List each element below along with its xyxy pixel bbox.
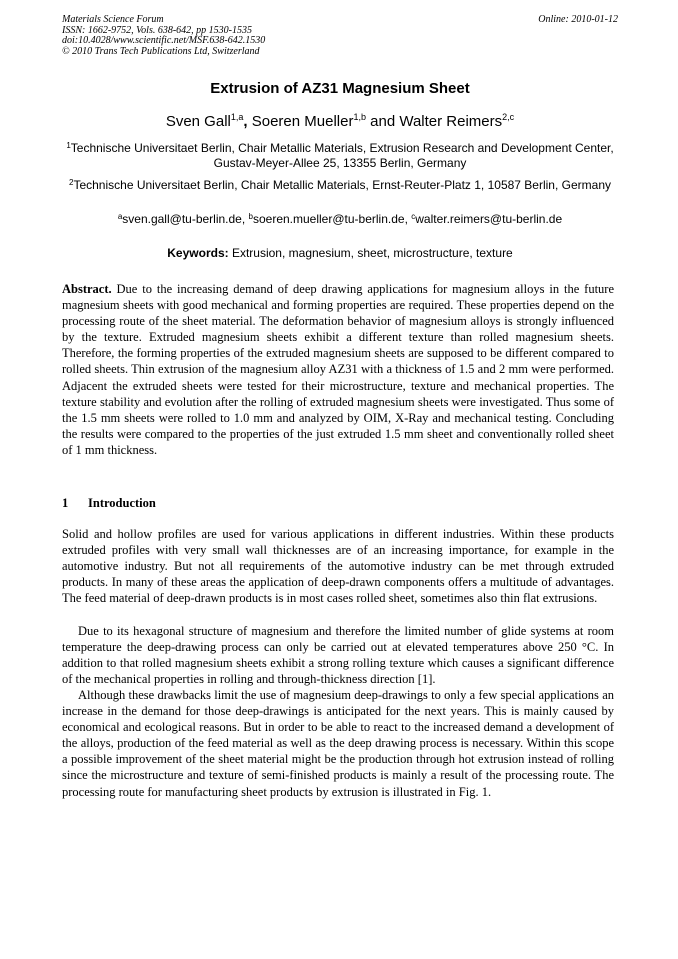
- section-number: 1: [62, 496, 69, 510]
- author-name: Sven Gall: [165, 113, 231, 130]
- email-superscript: c: [411, 212, 416, 221]
- email-address: soeren.mueller@tu-berlin.de,: [252, 212, 412, 226]
- email-address: sven.gall@tu-berlin.de,: [122, 212, 249, 226]
- author-superscript: 1,b: [353, 112, 366, 122]
- author-separator: ,: [243, 113, 252, 130]
- author-separator: and: [365, 113, 400, 130]
- section-title: Introduction: [88, 496, 156, 510]
- affiliation-1: [62, 138, 618, 171]
- online-date: Online: 2010-01-12: [538, 14, 618, 25]
- affiliation-superscript: 1: [66, 141, 71, 150]
- intro-paragraph-3: Although these drawbacks limit the use of magnesium deep-drawings to only a few special applications an increase in the demand for those deep-drawings is anticipated for the next years. This is mainly caused by economical and ecological reasons. But in order to be able to react to the increased demand a development of the alloys, production of the feed material as well as the deep drawing process is necessary. Within this scope a possible improvement of the sheet material might be the production through hot extrusion instead of rolling since the microstructure and texture of semi-finished products is mainly a result of the processing route. The processing route for manufacturing sheet products by extrusion is illustrated in Fig. 1.: [62, 688, 614, 799]
- author-list: [62, 112, 618, 130]
- author-superscript: 1,a: [230, 112, 244, 122]
- author-superscript: 2,c: [502, 112, 515, 122]
- affiliation-text: Technische Universitaet Berlin, Chair Metallic Materials, Ernst-Reuter-Platz 1, 10587 Berlin, Germany: [73, 178, 611, 192]
- journal-name: Materials Science Forum: [62, 14, 164, 25]
- affiliation-2: [62, 175, 618, 193]
- abstract: [62, 281, 614, 458]
- section-heading-introduction: [62, 496, 156, 511]
- email-address: walter.reimers@tu-berlin.de: [415, 212, 563, 226]
- keywords-text: Extrusion, magnesium, sheet, microstructure, texture: [228, 246, 513, 260]
- journal-header: [62, 15, 618, 57]
- affiliation-superscript: 2: [69, 178, 74, 187]
- intro-paragraph-1: Solid and hollow profiles are used for various applications in different industries. Within these products extruded profiles with very small wall thicknesses are of an increasing importance, for example in the automotive industry. But not all requirements of the automotive industry can be met through extruded products. In many of these areas the application of deep-drawn components offers a multitude of advantages. The feed material of deep-drawn products is in most cases rolled sheet, sometimes also thin flat extrusions.: [62, 527, 614, 606]
- doi-line: doi:10.4028/www.scientific.net/MSF.638-642.1530: [62, 35, 266, 46]
- copyright-line: © 2010 Trans Tech Publications Ltd, Switzerland: [62, 45, 260, 57]
- keywords-label: Keywords:: [167, 246, 229, 260]
- keywords: [62, 246, 618, 260]
- email-superscript: a: [117, 212, 123, 221]
- abstract-text: Due to the increasing demand of deep drawing applications for magnesium alloys in the future magnesium sheets with good mechanical and forming properties are required. These properties depend on the processing route of the sheet material. The deformation behavior of magnesium alloys is strongly influenced by the texture. Extruded magnesium sheets exhibit a different texture than rolled magnesium sheets. Therefore, the forming properties of the extruded magnesium sheets are supposed to be different compared to rolled sheets. Thin extrusion of the magnesium alloy AZ31 with a thickness of 1.5 and 2 mm were performed. Adjacent the extruded sheets were tested for their microstructure, texture and mechanical properties. The texture stability and evolution after the rolling of extruded magnesium sheets were investigated. Thus some of the 1.5 mm sheets were rolled to 1.0 mm and analyzed by OIM, X-Ray and mechanical testing. Concluding the results were compared to the properties of the just extruded 1.5 mm sheet and conventionally rolled sheet of 1 mm thickness.: [62, 282, 614, 457]
- abstract-label: Abstract.: [62, 282, 112, 296]
- paper-title: Extrusion of AZ31 Magnesium Sheet: [210, 80, 470, 97]
- issn-line: ISSN: 1662-9752, Vols. 638-642, pp 1530-1535: [62, 24, 252, 36]
- author-name: Soeren Mueller: [251, 113, 354, 130]
- affiliation-text: Technische Universitaet Berlin, Chair Metallic Materials, Extrusion Research and Development Center, Gustav-Meyer-Allee 25, 13355 Berlin, Germany: [70, 141, 614, 170]
- email-list: [62, 209, 618, 227]
- author-name: Walter Reimers: [399, 113, 503, 130]
- email-superscript: b: [248, 212, 253, 221]
- intro-paragraph-2: Due to its hexagonal structure of magnesium and therefore the limited number of glide systems at room temperature the deep-drawing process can only be carried out at elevated temperatures above 250 °C. In addition to that rolled magnesium sheets exhibit a strong rolling texture which causes a significant difference of the mechanical properties in rolling and through-thickness direction [1].: [62, 624, 614, 687]
